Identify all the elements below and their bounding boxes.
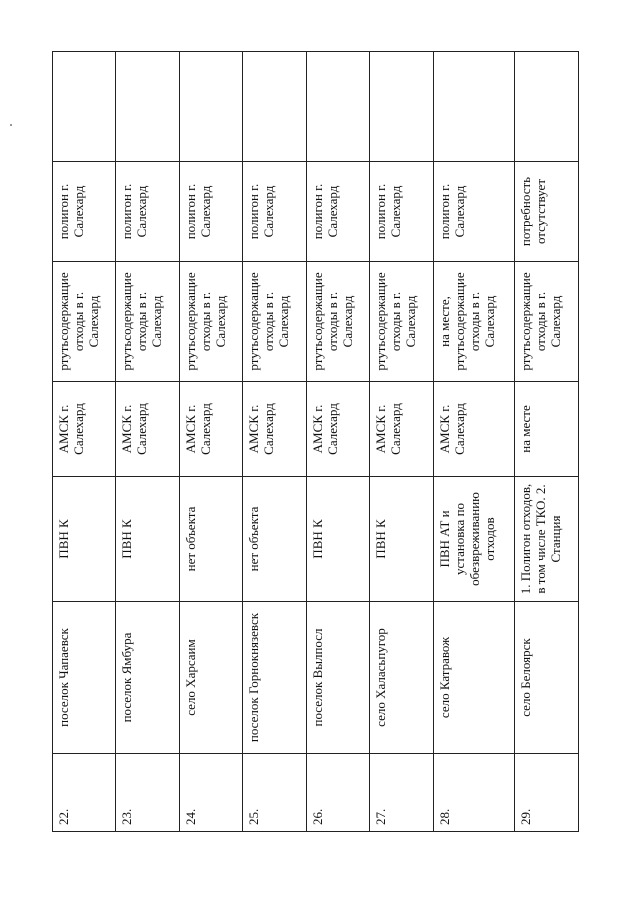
cell-extra xyxy=(370,52,433,162)
cell-who: АМСК г. Салехард xyxy=(306,382,369,477)
cell-dest: полигон г. Салехард xyxy=(306,162,369,262)
cell-dest: потребность отсутствует xyxy=(515,162,579,262)
cell-extra xyxy=(433,52,515,162)
table-row xyxy=(116,52,179,832)
cell-who: АМСК г. Салехард xyxy=(53,382,116,477)
cell-obj: ПВН К xyxy=(370,477,433,602)
cell-obj: ПВН К xyxy=(306,477,369,602)
cell-obj: нет объекта xyxy=(179,477,242,602)
cell-loc: село Харсаим xyxy=(179,602,242,754)
cell-loc: поселок Вылпосл xyxy=(306,602,369,754)
cell-waste: на месте, ртутьсодержащие отходы в г. Салехард xyxy=(433,262,515,382)
cell-waste: ртутьсодержащие отходы в г. Салехард xyxy=(306,262,369,382)
cell-num: 29. xyxy=(515,754,579,832)
cell-who: АМСК г. Салехард xyxy=(370,382,433,477)
cell-obj: ПВН АТ и установка по обезвреживанию отходов xyxy=(433,477,515,602)
cell-dest: полигон г. Салехард xyxy=(433,162,515,262)
cell-extra xyxy=(515,52,579,162)
cell-loc: село Катравож xyxy=(433,602,515,754)
cell-loc: село Халасьпугор xyxy=(370,602,433,754)
cell-obj: ПВН К xyxy=(116,477,179,602)
scan-speck xyxy=(10,124,12,126)
cell-loc: поселок Чапаевск xyxy=(53,602,116,754)
cell-dest: полигон г. Салехард xyxy=(116,162,179,262)
cell-loc: село Белоярск xyxy=(515,602,579,754)
cell-extra xyxy=(306,52,369,162)
cell-dest: полигон г. Салехард xyxy=(370,162,433,262)
cell-waste: ртутьсодержащие отходы в г. Салехард xyxy=(515,262,579,382)
table-row xyxy=(53,52,116,832)
cell-who: АМСК г. Салехард xyxy=(179,382,242,477)
cell-dest: полигон г. Салехард xyxy=(179,162,242,262)
cell-num: 28. xyxy=(433,754,515,832)
cell-dest: полигон г. Салехард xyxy=(243,162,306,262)
rotated-page xyxy=(52,52,579,832)
cell-num: 27. xyxy=(370,754,433,832)
cell-extra xyxy=(179,52,242,162)
cell-who: АМСК г. Салехард xyxy=(116,382,179,477)
cell-who: на месте xyxy=(515,382,579,477)
cell-who: АМСК г. Салехард xyxy=(243,382,306,477)
cell-obj: 1. Полигон отходов, в том числе ТКО. 2. Станция xyxy=(515,477,579,602)
table-body xyxy=(53,52,579,832)
cell-waste: ртутьсодержащие отходы в г. Салехард xyxy=(116,262,179,382)
cell-loc: поселок Ямбура xyxy=(116,602,179,754)
table-row xyxy=(179,52,242,832)
table-row xyxy=(243,52,306,832)
table-row xyxy=(433,52,515,832)
cell-dest: полигон г. Салехард xyxy=(53,162,116,262)
cell-obj: ПВН К xyxy=(53,477,116,602)
waste-table xyxy=(52,51,579,832)
cell-num: 23. xyxy=(116,754,179,832)
table-row xyxy=(370,52,433,832)
cell-num: 22. xyxy=(53,754,116,832)
cell-waste: ртутьсодержащие отходы в г. Салехард xyxy=(179,262,242,382)
cell-extra xyxy=(53,52,116,162)
table-row xyxy=(515,52,579,832)
cell-num: 25. xyxy=(243,754,306,832)
cell-num: 26. xyxy=(306,754,369,832)
cell-obj: нет объекта xyxy=(243,477,306,602)
cell-who: АМСК г. Салехард xyxy=(433,382,515,477)
table-row xyxy=(306,52,369,832)
cell-loc: поселок Горнокнязевск xyxy=(243,602,306,754)
cell-waste: ртутьсодержащие отходы в г. Салехард xyxy=(243,262,306,382)
cell-extra xyxy=(116,52,179,162)
cell-waste: ртутьсодержащие отходы в г. Салехард xyxy=(370,262,433,382)
cell-extra xyxy=(243,52,306,162)
cell-num: 24. xyxy=(179,754,242,832)
cell-waste: ртутьсодержащие отходы в г. Салехард xyxy=(53,262,116,382)
